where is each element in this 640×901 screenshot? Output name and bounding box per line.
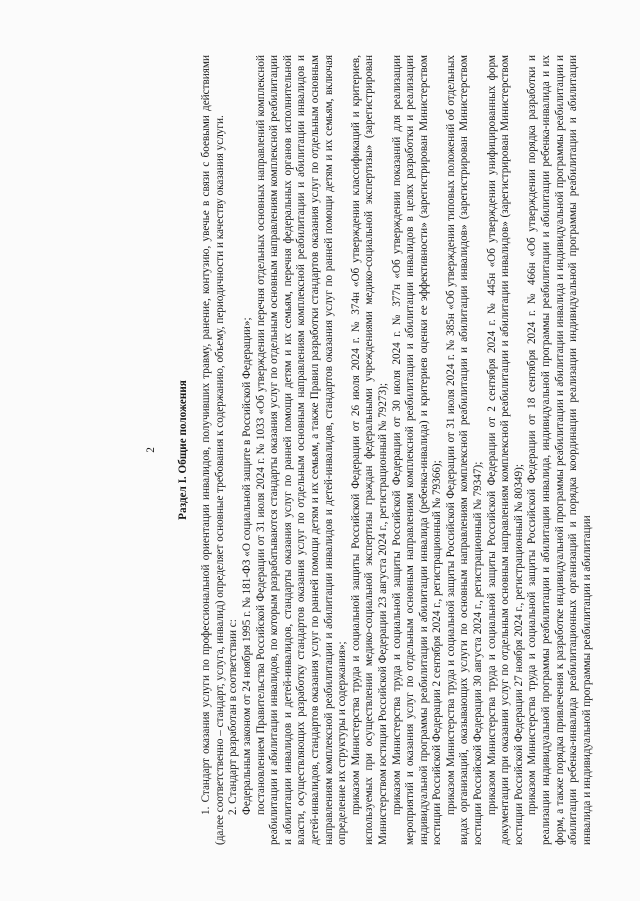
legal-basis-item: приказом Министерства труда и социальной защиты Российской Федерации от 18 сентября 2024 г. № 466н «Об утверждении порядка разработки и реализации индивидуальной программы реабилитации и абилитации инвалида, индивидуальной программы реабилитации и абилитации ребенка-инвалида и их форм, а также порядка привлечения к разработке индивидуальной программы реабилитации и абилитации инвалида и индивидуальной программы реабилитации и абилитации ребенка-инвалида реабилитационных организаций и порядка координации реализации индивидуальной программы реабилитации и абилитации инвалида и индивидуальной программы реабилитации и абилитации	[526, 55, 593, 845]
legal-basis-item: приказом Министерства труда и социальной защиты Российской Федерации от 26 июля 2024 г. № 374н «Об утверждении классификаций и критериев, используемых при осуществлении медико-социальной экспертизы граждан федеральными учреждениями медико-социальной экспертизы» (зарегистрирован Министерством юстиции Российской Федерации 23 августа 2024 г., регистрационный № 79273);	[349, 55, 389, 845]
section-title: Раздел I. Общие положения	[176, 380, 189, 520]
legal-basis-item: приказом Министерства труда и социальной защиты Российской Федерации от 2 сентября 2024 г. № 445н «Об утверждении унифицированных форм документации при оказании услуг по отдельным основным направлениям комплексной реабилитации и абилитации инвалидов» (зарегистрирован Министерством юстиции Российской Федерации 27 ноября 2024 г., регистрационный № 80349);	[485, 55, 525, 845]
legal-basis-item: постановлением Правительства Российской Федерации от 31 июля 2024 г. № 1033 «Об утверждении перечня отдельных основных направлений комплексной реабилитации и абилитации инвалидов, по которым разрабатываются стандарты оказания услуг по отдельным основным направлениям комплексной реабилитации и абилитации инвалидов и детей-инвалидов, стандарты оказания услуг по ранней помощи детям и их семьям, перечня федеральных органов исполнительной власти, осуществляющих разработку стандартов оказания услуг по отдельным основным направлениям комплексной реабилитации и абилитации инвалидов и детей-инвалидов, стандартов оказания услуг по ранней помощи детям и их семьям, а также Правил разработки стандартов оказания услуг по отдельным основным направлениям комплексной реабилитации и абилитации инвалидов и детей-инвалидов, стандартов оказания услуг по ранней помощи детям и их семьям, включая определение их структуры и содержания»;	[254, 55, 349, 845]
legal-basis-item: приказом Министерства труда и социальной защиты Российской Федерации от 31 июля 2024 г. № 385н «Об утверждении типовых положений об отдельных видах организаций, оказывающих услуги по основным направлениям комплексной реабилитации и абилитации инвалидов» (зарегистрирован Министерством юстиции Российской Федерации 30 августа 2024 г., регистрационный № 79347);	[444, 55, 485, 845]
legal-basis-item: приказом Министерства труда и социальной защиты Российской Федерации от 30 июля 2024 г. № 377н «Об утверждении показаний для реализации мероприятий и оказания услуг по отдельным основным направлениям комплексной реабилитации и абилитации инвалидов в целях разработки и реализации индивидуальной программы реабилитации и абилитации инвалида (ребенка-инвалида) и критериев оценки ее эффективности» (зарегистрирован Министерством юстиции Российской Федерации 2 сентября 2024 г., регистрационный № 79366);	[390, 55, 444, 845]
paragraph-2: 2. Стандарт разработан в соответствии с:	[227, 619, 240, 815]
paragraph-1: 1. Стандарт оказания услуги по профессиональной ориентации инвалидов, получивших травму, ранение, контузию, увечье в связи с боевыми действиями (далее соответственно – стандарт, услуга, инвалид) определяет основные требования к содержанию, объему, периодичности и качеству оказания услуги.	[200, 55, 226, 845]
rotated-text-block	[145, 55, 640, 845]
page-number: 2	[145, 447, 157, 453]
legal-basis-item: Федеральным законом от 24 ноября 1995 г. № 181-ФЗ «О социальной защите в Российской Федерации»;	[240, 317, 253, 815]
